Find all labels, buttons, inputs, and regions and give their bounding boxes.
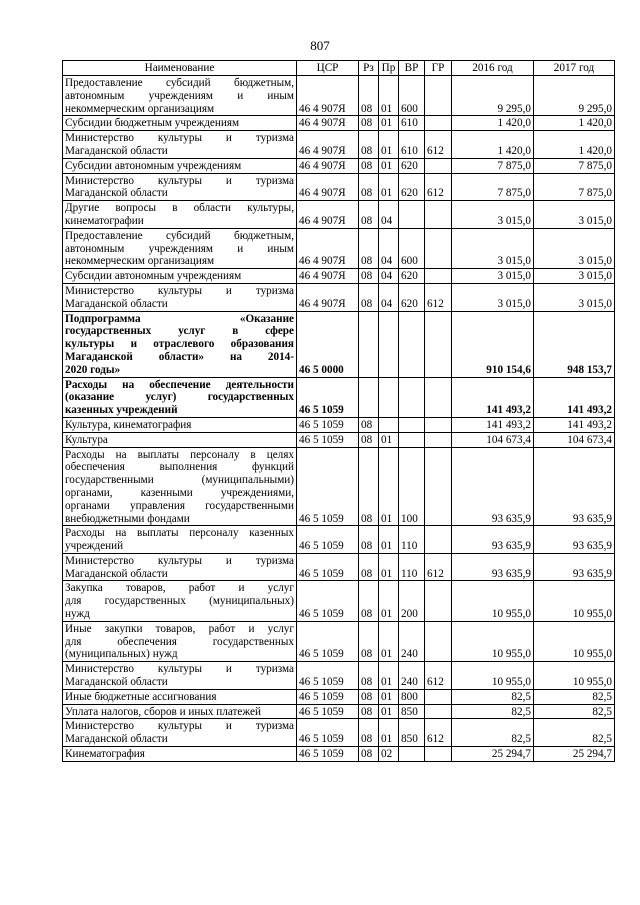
cell-name-line: Иные бюджетные ассигнования bbox=[65, 690, 217, 703]
cell-2017: 10 955,0 bbox=[534, 581, 615, 621]
table-row bbox=[63, 553, 615, 581]
cell-name bbox=[63, 553, 297, 581]
cell-2016: 25 294,7 bbox=[452, 747, 534, 762]
cell-name-line: учреждений bbox=[65, 540, 124, 553]
cell-name-line: Министерство культуры и туризма bbox=[65, 663, 294, 676]
cell-rz: 08 bbox=[359, 704, 379, 719]
cell-gr bbox=[425, 269, 452, 284]
cell-gr bbox=[425, 311, 452, 377]
table-row bbox=[63, 283, 615, 311]
cell-2016: 10 955,0 bbox=[452, 621, 534, 661]
cell-gr bbox=[425, 689, 452, 704]
cell-csr: 46 4 907Я bbox=[297, 269, 359, 284]
cell-vr: 610 bbox=[399, 131, 425, 159]
table-row bbox=[63, 158, 615, 173]
cell-gr: 612 bbox=[425, 553, 452, 581]
cell-name-line: Другие вопросы в области культуры, bbox=[65, 202, 294, 215]
cell-rz: 08 bbox=[359, 621, 379, 661]
cell-vr: 800 bbox=[399, 689, 425, 704]
cell-name-line: Магаданской области» на 2014- bbox=[65, 350, 294, 363]
cell-rz: 08 bbox=[359, 228, 379, 268]
table-row bbox=[63, 76, 615, 116]
cell-name-line: Субсидии автономным учреждениям bbox=[65, 159, 242, 172]
cell-rz: 08 bbox=[359, 719, 379, 747]
cell-pr bbox=[379, 377, 399, 417]
cell-vr: 600 bbox=[399, 76, 425, 116]
cell-2016: 82,5 bbox=[452, 704, 534, 719]
cell-2016: 1 420,0 bbox=[452, 131, 534, 159]
cell-2016: 93 635,9 bbox=[452, 526, 534, 554]
cell-gr bbox=[425, 377, 452, 417]
cell-name-line: нужд bbox=[65, 608, 90, 621]
cell-2016: 141 493,2 bbox=[452, 377, 534, 417]
cell-name-line: обеспечения выполнения функций bbox=[65, 461, 294, 474]
cell-name-line: государственными (муниципальными) bbox=[65, 474, 294, 487]
cell-rz: 08 bbox=[359, 131, 379, 159]
cell-rz: 08 bbox=[359, 116, 379, 131]
cell-csr: 46 4 907Я bbox=[297, 228, 359, 268]
cell-name-line: Министерство культуры и туризма bbox=[65, 132, 294, 145]
cell-2016: 3 015,0 bbox=[452, 283, 534, 311]
cell-2017: 141 493,2 bbox=[534, 377, 615, 417]
cell-pr: 01 bbox=[379, 173, 399, 201]
cell-csr: 46 5 1059 bbox=[297, 621, 359, 661]
cell-csr: 46 5 1059 bbox=[297, 432, 359, 447]
cell-vr: 200 bbox=[399, 581, 425, 621]
cell-2016: 7 875,0 bbox=[452, 173, 534, 201]
cell-gr bbox=[425, 417, 452, 432]
cell-pr: 01 bbox=[379, 131, 399, 159]
cell-vr: 620 bbox=[399, 158, 425, 173]
cell-2017: 104 673,4 bbox=[534, 432, 615, 447]
cell-pr: 02 bbox=[379, 747, 399, 762]
cell-rz: 08 bbox=[359, 417, 379, 432]
cell-name bbox=[63, 228, 297, 268]
cell-name-line: Магаданской области bbox=[65, 567, 168, 580]
cell-vr: 600 bbox=[399, 228, 425, 268]
table-row bbox=[63, 131, 615, 159]
cell-vr: 240 bbox=[399, 621, 425, 661]
cell-2017: 93 635,9 bbox=[534, 526, 615, 554]
cell-2016: 9 295,0 bbox=[452, 76, 534, 116]
cell-vr bbox=[399, 311, 425, 377]
cell-2016: 93 635,9 bbox=[452, 447, 534, 526]
cell-2017: 82,5 bbox=[534, 704, 615, 719]
cell-csr: 46 4 907Я bbox=[297, 173, 359, 201]
header-pr: Пр bbox=[379, 61, 399, 76]
cell-2016: 93 635,9 bbox=[452, 553, 534, 581]
cell-2017: 1 420,0 bbox=[534, 116, 615, 131]
cell-name bbox=[63, 719, 297, 747]
cell-vr: 620 bbox=[399, 173, 425, 201]
cell-name-line: некоммерческим организациям bbox=[65, 102, 215, 115]
cell-gr bbox=[425, 116, 452, 131]
cell-pr: 01 bbox=[379, 116, 399, 131]
cell-2017: 7 875,0 bbox=[534, 173, 615, 201]
cell-vr: 240 bbox=[399, 662, 425, 690]
cell-name bbox=[63, 704, 297, 719]
cell-csr: 46 5 1059 bbox=[297, 689, 359, 704]
cell-pr: 01 bbox=[379, 719, 399, 747]
cell-rz: 08 bbox=[359, 432, 379, 447]
cell-name bbox=[63, 747, 297, 762]
cell-gr: 612 bbox=[425, 719, 452, 747]
cell-name-line: для обеспечения государственных bbox=[65, 635, 294, 648]
cell-gr bbox=[425, 704, 452, 719]
cell-rz: 08 bbox=[359, 269, 379, 284]
cell-vr: 620 bbox=[399, 269, 425, 284]
table-row bbox=[63, 581, 615, 621]
cell-csr: 46 4 907Я bbox=[297, 283, 359, 311]
cell-vr bbox=[399, 747, 425, 762]
cell-2017: 1 420,0 bbox=[534, 131, 615, 159]
cell-2017: 93 635,9 bbox=[534, 447, 615, 526]
cell-rz: 08 bbox=[359, 689, 379, 704]
cell-name bbox=[63, 621, 297, 661]
table-row bbox=[63, 621, 615, 661]
page-number: 807 bbox=[310, 38, 330, 53]
cell-vr bbox=[399, 432, 425, 447]
cell-pr: 01 bbox=[379, 553, 399, 581]
cell-gr bbox=[425, 228, 452, 268]
cell-csr: 46 4 907Я bbox=[297, 131, 359, 159]
cell-rz: 08 bbox=[359, 662, 379, 690]
table-row bbox=[63, 116, 615, 131]
cell-gr bbox=[425, 747, 452, 762]
cell-vr bbox=[399, 417, 425, 432]
cell-pr: 01 bbox=[379, 581, 399, 621]
cell-name bbox=[63, 201, 297, 229]
cell-csr: 46 5 1059 bbox=[297, 662, 359, 690]
cell-name-line: 2020 годы» bbox=[65, 363, 121, 376]
cell-rz: 08 bbox=[359, 173, 379, 201]
table-row bbox=[63, 689, 615, 704]
cell-pr: 01 bbox=[379, 689, 399, 704]
cell-name-line: Кинематография bbox=[65, 748, 145, 761]
table-row bbox=[63, 377, 615, 417]
cell-gr bbox=[425, 447, 452, 526]
cell-2017: 9 295,0 bbox=[534, 76, 615, 116]
cell-vr bbox=[399, 377, 425, 417]
table-row bbox=[63, 526, 615, 554]
cell-2016: 7 875,0 bbox=[452, 158, 534, 173]
table-row bbox=[63, 269, 615, 284]
cell-gr bbox=[425, 201, 452, 229]
cell-name-line: автономным учреждениям и иным bbox=[65, 89, 294, 102]
cell-csr: 46 5 1059 bbox=[297, 704, 359, 719]
cell-2017: 82,5 bbox=[534, 689, 615, 704]
cell-csr: 46 4 907Я bbox=[297, 201, 359, 229]
table-row bbox=[63, 173, 615, 201]
cell-name bbox=[63, 116, 297, 131]
cell-name bbox=[63, 689, 297, 704]
cell-name bbox=[63, 283, 297, 311]
cell-2017: 10 955,0 bbox=[534, 621, 615, 661]
cell-pr bbox=[379, 417, 399, 432]
cell-name-line: Министерство культуры и туризма bbox=[65, 554, 294, 567]
cell-pr: 01 bbox=[379, 76, 399, 116]
cell-name-line: Закупка товаров, работ и услуг bbox=[65, 582, 294, 595]
cell-gr: 612 bbox=[425, 173, 452, 201]
cell-2017: 82,5 bbox=[534, 719, 615, 747]
cell-name-line: Культура bbox=[65, 433, 108, 446]
cell-gr bbox=[425, 526, 452, 554]
cell-2016: 3 015,0 bbox=[452, 201, 534, 229]
cell-name-line: Магаданской области bbox=[65, 187, 168, 200]
header-2017: 2017 год bbox=[534, 61, 615, 76]
cell-name-line: Предоставление субсидий бюджетным, bbox=[65, 77, 294, 89]
cell-name-line: Магаданской области bbox=[65, 676, 168, 689]
cell-name-line: кинематографии bbox=[65, 214, 144, 227]
cell-name-line: Предоставление субсидий бюджетным, bbox=[65, 229, 294, 242]
table-row bbox=[63, 228, 615, 268]
cell-2016: 141 493,2 bbox=[452, 417, 534, 432]
table-header bbox=[63, 61, 615, 76]
cell-csr: 46 4 907Я bbox=[297, 116, 359, 131]
cell-csr: 46 5 1059 bbox=[297, 526, 359, 554]
cell-name bbox=[63, 581, 297, 621]
table-row bbox=[63, 417, 615, 432]
cell-pr: 01 bbox=[379, 662, 399, 690]
cell-name-line: Министерство культуры и туризма bbox=[65, 174, 294, 187]
cell-vr bbox=[399, 201, 425, 229]
cell-csr: 46 5 1059 bbox=[297, 581, 359, 621]
cell-name bbox=[63, 158, 297, 173]
cell-name bbox=[63, 131, 297, 159]
cell-name bbox=[63, 269, 297, 284]
cell-name bbox=[63, 377, 297, 417]
table-row bbox=[63, 311, 615, 377]
cell-rz: 08 bbox=[359, 747, 379, 762]
cell-gr bbox=[425, 432, 452, 447]
cell-name-line: (оказание услуг) государственных bbox=[65, 391, 294, 404]
cell-gr bbox=[425, 621, 452, 661]
cell-2017: 3 015,0 bbox=[534, 201, 615, 229]
cell-rz: 08 bbox=[359, 201, 379, 229]
cell-name-line: Расходы на выплаты персоналу в целях bbox=[65, 448, 294, 461]
cell-pr: 01 bbox=[379, 526, 399, 554]
cell-name-line: Подпрограмма «Оказание bbox=[65, 312, 294, 325]
cell-2016: 1 420,0 bbox=[452, 116, 534, 131]
cell-2016: 82,5 bbox=[452, 719, 534, 747]
cell-vr: 850 bbox=[399, 704, 425, 719]
cell-csr: 46 5 1059 bbox=[297, 377, 359, 417]
cell-pr: 01 bbox=[379, 704, 399, 719]
cell-name bbox=[63, 432, 297, 447]
cell-pr: 01 bbox=[379, 621, 399, 661]
cell-vr: 620 bbox=[399, 283, 425, 311]
cell-name bbox=[63, 662, 297, 690]
cell-pr bbox=[379, 311, 399, 377]
cell-rz bbox=[359, 311, 379, 377]
cell-rz: 08 bbox=[359, 283, 379, 311]
cell-name bbox=[63, 447, 297, 526]
cell-csr: 46 5 1059 bbox=[297, 447, 359, 526]
header-vr: ВР bbox=[399, 61, 425, 76]
cell-name-line: для государственных (муниципальных) bbox=[65, 595, 294, 608]
cell-gr: 612 bbox=[425, 131, 452, 159]
header-rz: Рз bbox=[359, 61, 379, 76]
cell-csr: 46 4 907Я bbox=[297, 76, 359, 116]
cell-name-line: (муниципальных) нужд bbox=[65, 648, 178, 661]
cell-name bbox=[63, 311, 297, 377]
cell-name bbox=[63, 173, 297, 201]
cell-pr: 01 bbox=[379, 447, 399, 526]
cell-vr: 110 bbox=[399, 553, 425, 581]
table-row bbox=[63, 704, 615, 719]
cell-gr bbox=[425, 158, 452, 173]
cell-pr: 04 bbox=[379, 283, 399, 311]
cell-csr: 46 5 0000 bbox=[297, 311, 359, 377]
cell-2017: 3 015,0 bbox=[534, 269, 615, 284]
cell-pr: 04 bbox=[379, 269, 399, 284]
cell-csr: 46 4 907Я bbox=[297, 158, 359, 173]
table-row bbox=[63, 719, 615, 747]
cell-name-line: автономным учреждениям и иным bbox=[65, 242, 294, 255]
cell-rz: 08 bbox=[359, 447, 379, 526]
cell-gr bbox=[425, 76, 452, 116]
cell-name-line: Иные закупки товаров, работ и услуг bbox=[65, 622, 294, 635]
cell-pr: 01 bbox=[379, 432, 399, 447]
cell-2016: 10 955,0 bbox=[452, 662, 534, 690]
table-body bbox=[63, 76, 615, 762]
cell-name-line: казенных учреждений bbox=[65, 404, 178, 417]
cell-name-line: Уплата налогов, сборов и иных платежей bbox=[65, 705, 261, 718]
cell-name-line: Министерство культуры и туризма bbox=[65, 284, 294, 297]
cell-name-line: внебюджетными фондами bbox=[65, 512, 190, 525]
cell-gr: 612 bbox=[425, 283, 452, 311]
cell-name-line: Министерство культуры и туризма bbox=[65, 720, 294, 733]
cell-pr: 04 bbox=[379, 228, 399, 268]
cell-vr: 610 bbox=[399, 116, 425, 131]
cell-vr: 100 bbox=[399, 447, 425, 526]
cell-csr: 46 5 1059 bbox=[297, 417, 359, 432]
cell-rz: 08 bbox=[359, 581, 379, 621]
cell-2017: 10 955,0 bbox=[534, 662, 615, 690]
cell-rz: 08 bbox=[359, 158, 379, 173]
cell-pr: 04 bbox=[379, 201, 399, 229]
budget-table bbox=[62, 60, 615, 762]
cell-name-line: Субсидии бюджетным учреждениям bbox=[65, 117, 240, 130]
cell-csr: 46 5 1059 bbox=[297, 747, 359, 762]
cell-pr: 01 bbox=[379, 158, 399, 173]
cell-gr: 612 bbox=[425, 662, 452, 690]
cell-vr: 110 bbox=[399, 526, 425, 554]
cell-2016: 10 955,0 bbox=[452, 581, 534, 621]
header-2016: 2016 год bbox=[452, 61, 534, 76]
cell-2017: 3 015,0 bbox=[534, 283, 615, 311]
cell-name-line: некоммерческим организациям bbox=[65, 255, 215, 268]
header-csr: ЦСР bbox=[297, 61, 359, 76]
cell-rz: 08 bbox=[359, 553, 379, 581]
table-row bbox=[63, 432, 615, 447]
cell-vr: 850 bbox=[399, 719, 425, 747]
cell-2016: 3 015,0 bbox=[452, 228, 534, 268]
cell-csr: 46 5 1059 bbox=[297, 553, 359, 581]
cell-gr bbox=[425, 581, 452, 621]
cell-name-line: Культура, кинематография bbox=[65, 418, 192, 431]
cell-csr: 46 5 1059 bbox=[297, 719, 359, 747]
cell-name-line: Магаданской области bbox=[65, 733, 168, 746]
cell-2017: 3 015,0 bbox=[534, 228, 615, 268]
cell-name-line: органами управления государственными bbox=[65, 499, 294, 512]
cell-name-line: органами, казенными учреждениями, bbox=[65, 486, 294, 499]
cell-name-line: Магаданской области bbox=[65, 297, 168, 310]
table-row bbox=[63, 662, 615, 690]
cell-2017: 7 875,0 bbox=[534, 158, 615, 173]
cell-rz bbox=[359, 377, 379, 417]
cell-name-line: государственных услуг в сфере bbox=[65, 325, 294, 338]
cell-name-line: Расходы на обеспечение деятельности bbox=[65, 378, 294, 391]
cell-2017: 948 153,7 bbox=[534, 311, 615, 377]
cell-rz: 08 bbox=[359, 526, 379, 554]
cell-name bbox=[63, 76, 297, 116]
cell-rz: 08 bbox=[359, 76, 379, 116]
cell-2017: 141 493,2 bbox=[534, 417, 615, 432]
cell-2016: 82,5 bbox=[452, 689, 534, 704]
cell-2017: 25 294,7 bbox=[534, 747, 615, 762]
cell-2016: 910 154,6 bbox=[452, 311, 534, 377]
table-row bbox=[63, 747, 615, 762]
cell-name bbox=[63, 417, 297, 432]
cell-name-line: Расходы на выплаты персоналу казенных bbox=[65, 527, 294, 540]
cell-2016: 3 015,0 bbox=[452, 269, 534, 284]
cell-2017: 93 635,9 bbox=[534, 553, 615, 581]
cell-name-line: культуры и отраслевого образования bbox=[65, 338, 294, 351]
header-name: Наименование bbox=[63, 61, 297, 76]
table-row bbox=[63, 447, 615, 526]
header-gr: ГР bbox=[425, 61, 452, 76]
cell-name-line: Магаданской области bbox=[65, 144, 168, 157]
cell-name bbox=[63, 526, 297, 554]
cell-2016: 104 673,4 bbox=[452, 432, 534, 447]
cell-name-line: Субсидии автономным учреждениям bbox=[65, 270, 242, 283]
table-row bbox=[63, 201, 615, 229]
